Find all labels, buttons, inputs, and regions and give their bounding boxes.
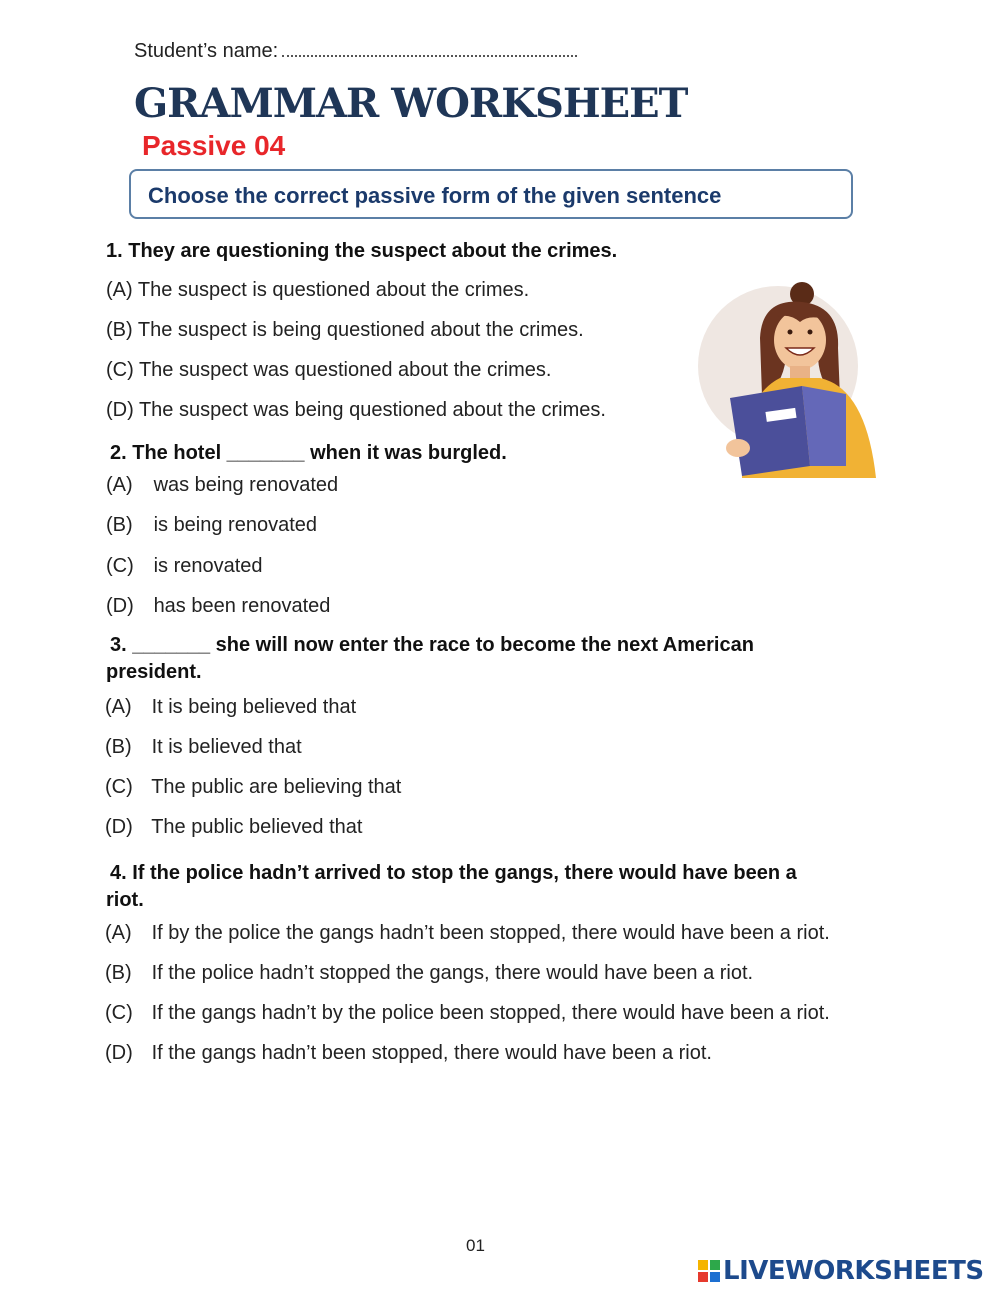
option-text: The suspect is questioned about the crimes. [137, 279, 530, 301]
question-2-option-a[interactable] [106, 474, 338, 497]
option-label: (C) [106, 555, 134, 577]
question-4-option-b[interactable] [105, 962, 753, 985]
worksheet-title: GRAMMAR WORKSHEET [134, 80, 688, 127]
question-4-option-d[interactable] [105, 1042, 712, 1065]
option-label: (C) [106, 359, 134, 381]
option-text: If by the police the gangs hadn’t been stopped, there would have been a riot. [151, 922, 830, 944]
question-2-option-d[interactable] [106, 595, 330, 618]
page-number: 01 [466, 1236, 485, 1255]
option-text: It is being believed that [151, 696, 357, 718]
question-3-text-line-1: 3. _______ she will now enter the race to become the next American [110, 634, 754, 656]
liveworksheets-logo[interactable] [698, 1256, 984, 1286]
question-3-option-b[interactable] [105, 736, 302, 759]
option-text: The suspect is being questioned about the crimes. [137, 319, 584, 341]
option-label: (B) [106, 514, 133, 536]
option-label: (B) [105, 736, 132, 758]
question-1-option-c[interactable] [106, 359, 551, 382]
option-text: is renovated [153, 555, 263, 577]
question-4-text-line-1: 4. If the police hadn’t arrived to stop the gangs, there would have been a [110, 862, 797, 884]
question-3-option-c[interactable] [105, 776, 401, 799]
option-text: The public believed that [151, 816, 363, 838]
question-2-option-b[interactable] [106, 514, 317, 537]
option-label: (A) [105, 922, 132, 944]
question-3-option-a[interactable] [105, 696, 356, 719]
question-1-text: 1. They are questioning the suspect about the crimes. [106, 240, 618, 262]
question-3-text-line-2: president. [106, 661, 202, 683]
option-label: (D) [106, 399, 134, 421]
option-label: (A) [106, 279, 133, 301]
option-label: (C) [105, 776, 133, 798]
question-2-option-c[interactable] [106, 555, 263, 578]
option-text: The public are believing that [151, 776, 402, 798]
brand-name: LIVEWORKSHEETS [723, 1256, 984, 1286]
question-1-option-d[interactable] [106, 399, 606, 422]
option-text: If the police hadn’t stopped the gangs, there would have been a riot. [151, 962, 754, 984]
student-name-field [134, 40, 577, 63]
instruction-text: Choose the correct passive form of the given sentence [148, 183, 722, 208]
option-text: has been renovated [153, 595, 331, 617]
option-label: (B) [105, 962, 132, 984]
student-name-label: Student’s name: [134, 40, 279, 62]
question-1-option-b[interactable] [106, 319, 584, 342]
option-label: (D) [106, 595, 134, 617]
option-text: was being renovated [153, 474, 339, 496]
option-text: It is believed that [151, 736, 302, 758]
option-text: If the gangs hadn’t been stopped, there would have been a riot. [151, 1042, 712, 1064]
question-4-option-a[interactable] [105, 922, 830, 945]
option-label: (D) [105, 816, 133, 838]
question-1-option-a[interactable] [106, 279, 529, 302]
question-4-option-c[interactable] [105, 1002, 830, 1025]
option-text: is being renovated [153, 514, 318, 536]
woman-reading-book-icon [690, 278, 900, 478]
option-label: (B) [106, 319, 133, 341]
option-label: (A) [105, 696, 132, 718]
option-label: (C) [105, 1002, 133, 1024]
option-text: The suspect was questioned about the crimes. [138, 359, 552, 381]
question-3-option-d[interactable] [105, 816, 362, 839]
worksheet-subtitle: Passive 04 [142, 130, 286, 161]
question-4-text-line-2: riot. [106, 889, 144, 911]
question-2-text: 2. The hotel _______ when it was burgled. [110, 442, 507, 464]
option-text: If the gangs hadn’t by the police been stopped, there would have been a riot. [151, 1002, 830, 1024]
option-text: The suspect was being questioned about the crimes. [138, 399, 606, 421]
option-label: (A) [106, 474, 133, 496]
option-label: (D) [105, 1042, 133, 1064]
logo-tiles-icon [698, 1260, 720, 1282]
student-name-line[interactable] [282, 41, 577, 57]
